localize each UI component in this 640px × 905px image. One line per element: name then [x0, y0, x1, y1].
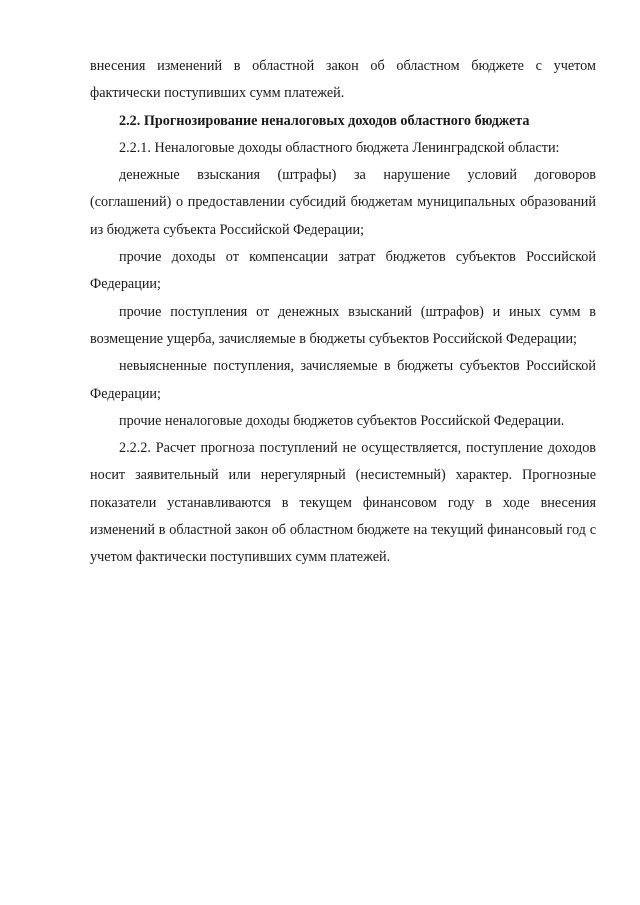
paragraph-continuation: внесения изменений в областной закон об областном бюджете с учетом фактически поступивших сумм платежей. — [90, 58, 596, 102]
document-body — [90, 53, 596, 572]
list-item-damage-compensation: прочие поступления от денежных взысканий (штрафов) и иных сумм в возмещение ущерба, зачисляемые в бюджеты субъектов Российской Федерации; — [90, 303, 596, 347]
paragraph-2-2-2: 2.2.2. Расчет прогноза поступлений не осуществляется, поступление доходов носит заявительный или нерегулярный (несистемный) характер. Прогнозные показатели устанавливаются в текущем финансовом году в ходе внесения изменений в областной закон об областном бюджете на текущий финансовый год с учетом фактически поступивших сумм платежей. — [90, 440, 596, 566]
list-item-fines: денежные взыскания (штрафы) за нарушение условий договоров (соглашений) о предоставлении субсидий бюджетам муниципальных образований из бюджета субъекта Российской Федерации; — [90, 167, 596, 238]
paragraph-2-2-1: 2.2.1. Неналоговые доходы областного бюджета Ленинградской области: — [119, 139, 560, 156]
list-item-unidentified-receipts: невыясненные поступления, зачисляемые в бюджеты субъектов Российской Федерации; — [90, 358, 596, 402]
list-item-other-nontax: прочие неналоговые доходы бюджетов субъектов Российской Федерации. — [119, 412, 565, 429]
list-item-cost-compensation: прочие доходы от компенсации затрат бюджетов субъектов Российской Федерации; — [90, 249, 596, 293]
section-heading: 2.2. Прогнозирование неналоговых доходов областного бюджета — [119, 112, 530, 129]
